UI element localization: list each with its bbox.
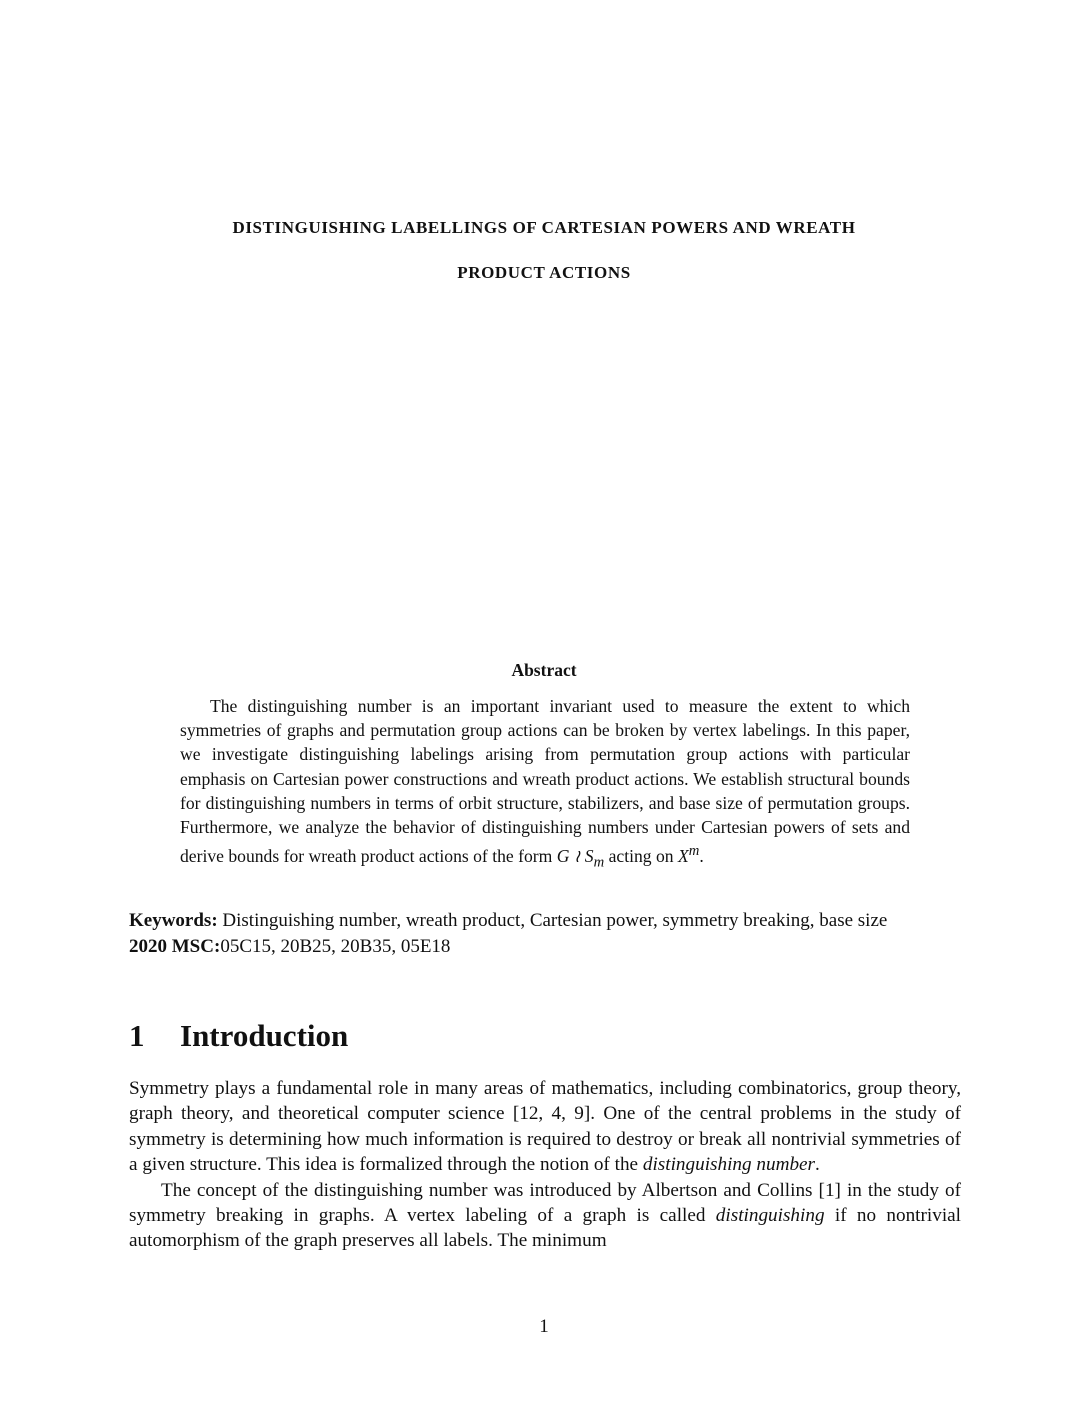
keywords-label: Keywords: — [129, 910, 218, 931]
keywords-block — [129, 908, 961, 960]
abstract-text-end: . — [699, 846, 704, 867]
introduction-body — [129, 1076, 961, 1254]
msc-value: 05C15, 20B25, 20B35, 05E18 — [220, 936, 451, 957]
msc-line — [129, 934, 961, 960]
abstract-text: The distinguishing number is an important invariant used to measure the extent to which symmetries of graphs and permutation group actions can be broken by vertex labelings. In this paper, we investigate distinguishing labelings arising from permutation group actions with particular emphasis on Cartesian power constructions and wreath product actions. We establish structural bounds for distinguishing numbers in terms of orbit structure, stabilizers, and base size of permutation groups. Furthermore, we analyze the behavior of distinguishing numbers under Cartesian powers of sets and derive bounds for wreath product actions of the form — [180, 696, 910, 867]
section-title: Introduction — [180, 1018, 349, 1053]
abstract-text-acting: acting on — [604, 846, 678, 867]
intro-paragraph-1: Symmetry plays a fundamental role in many areas of mathematics, including combinatorics, group theory, graph theory, and theoretical computer science [12, 4, 9]. One of the central problems in the study of symmetry is determining how much information is required to destroy or break all nontrivial symmetries of a given structure. This idea is formalized through the notion of the distinguishing number. — [129, 1078, 961, 1176]
abstract-heading: Abstract — [511, 660, 577, 680]
abstract-body — [180, 694, 910, 875]
math-wreath-group: G ≀ $S_m$ — [556, 846, 605, 871]
paper-title-line-2: PRODUCT ACTIONS — [457, 263, 631, 282]
term-distinguishing-number: distinguishing number — [642, 1154, 816, 1176]
term-distinguishing: distinguishing — [715, 1205, 825, 1227]
math-cartesian-power: $X^m$ — [677, 843, 700, 867]
section-number: 1 — [129, 1018, 145, 1053]
section-heading-introduction — [129, 1018, 348, 1054]
page-number: 1 — [539, 1316, 549, 1337]
intro-paragraph-2: The concept of the distinguishing number was introduced by Albertson and Collins [1] in the study of symmetry breaking in graphs. A vertex labeling of a graph is called distinguishing if no nontrivial automorphism of the graph preserves all labels. The minimum — [129, 1179, 962, 1252]
keywords-line — [129, 908, 961, 934]
keywords-value: Distinguishing number, wreath product, Cartesian power, symmetry breaking, base size — [217, 910, 888, 931]
paper-title-line-1: DISTINGUISHING LABELLINGS OF CARTESIAN POWERS AND WREATH — [232, 218, 856, 237]
msc-label: 2020 MSC: — [129, 936, 221, 957]
